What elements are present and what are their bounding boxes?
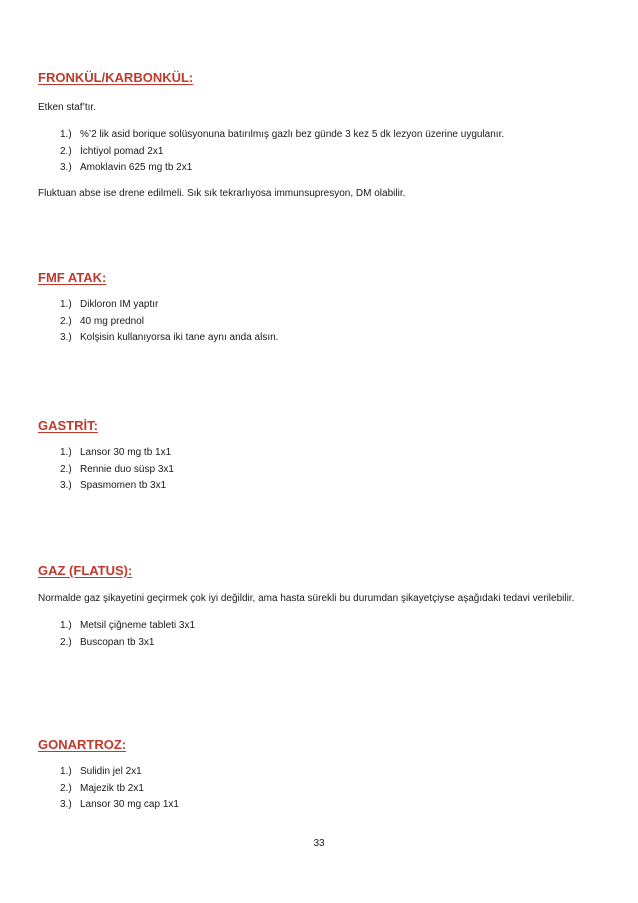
list-item: 3.) Kolşisin kullanıyorsa iki tane aynı anda alsın.: [60, 332, 279, 343]
section-heading: GASTRİT:: [38, 418, 98, 433]
section-outro: Fluktuan abse ise drene edilmeli. Sık sık tekrarlıyosa immunsupresyon, DM olabilir.: [38, 187, 406, 199]
section-gaz-flatus: [38, 563, 598, 651]
list-item: 1.) Sulidin jel 2x1: [60, 766, 142, 777]
list-item: 1.) Lansor 30 mg tb 1x1: [60, 447, 172, 458]
section-heading: GAZ (FLATUS):: [38, 563, 133, 578]
page-number: 33: [313, 838, 325, 849]
treatment-list: [38, 764, 598, 814]
section-fmf-atak: [38, 270, 598, 347]
treatment-list: [38, 618, 598, 651]
list-item: 3.) Spasmomen tb 3x1: [60, 480, 167, 491]
list-item: 2.) 40 mg prednol: [60, 315, 144, 327]
list-item: 2.) İchtiyol pomad 2x1: [60, 145, 164, 157]
section-heading: FRONKÜL/KARBONKÜL:: [38, 70, 194, 85]
section-intro: Normalde gaz şikayetini geçirmek çok iyi değildir, ama hasta sürekli bu durumdan şikayetçiyse aşağıdaki tedavi verilebilir.: [38, 593, 575, 604]
section-fronkul: [38, 70, 598, 203]
section-gonartroz: [38, 737, 598, 814]
treatment-list: [38, 297, 598, 347]
section-gastrit: [38, 418, 598, 495]
list-item: 2.) Rennie duo süsp 3x1: [60, 463, 174, 475]
list-item: 2.) Buscopan tb 3x1: [60, 636, 155, 648]
list-item: 3.) Amoklavin 625 mg tb 2x1: [60, 162, 193, 173]
treatment-list: [38, 127, 598, 177]
section-heading: FMF ATAK:: [38, 270, 107, 285]
list-item: 2.) Majezik tb 2x1: [60, 782, 144, 794]
list-item: 1.) %’2 lik asid borique solüsyonuna batırılmış gazlı bez günde 3 kez 5 dk lezyon üzerine uygulanır.: [60, 129, 505, 140]
treatment-list: [38, 445, 598, 495]
list-item: 1.) Metsil çiğneme tableti 3x1: [60, 620, 196, 631]
list-item: 1.) Dikloron IM yaptır: [60, 299, 159, 310]
list-item: 3.) Lansor 30 mg cap 1x1: [60, 799, 179, 810]
section-intro: Etken staf’tır.: [38, 102, 96, 113]
section-heading: GONARTROZ:: [38, 737, 127, 752]
